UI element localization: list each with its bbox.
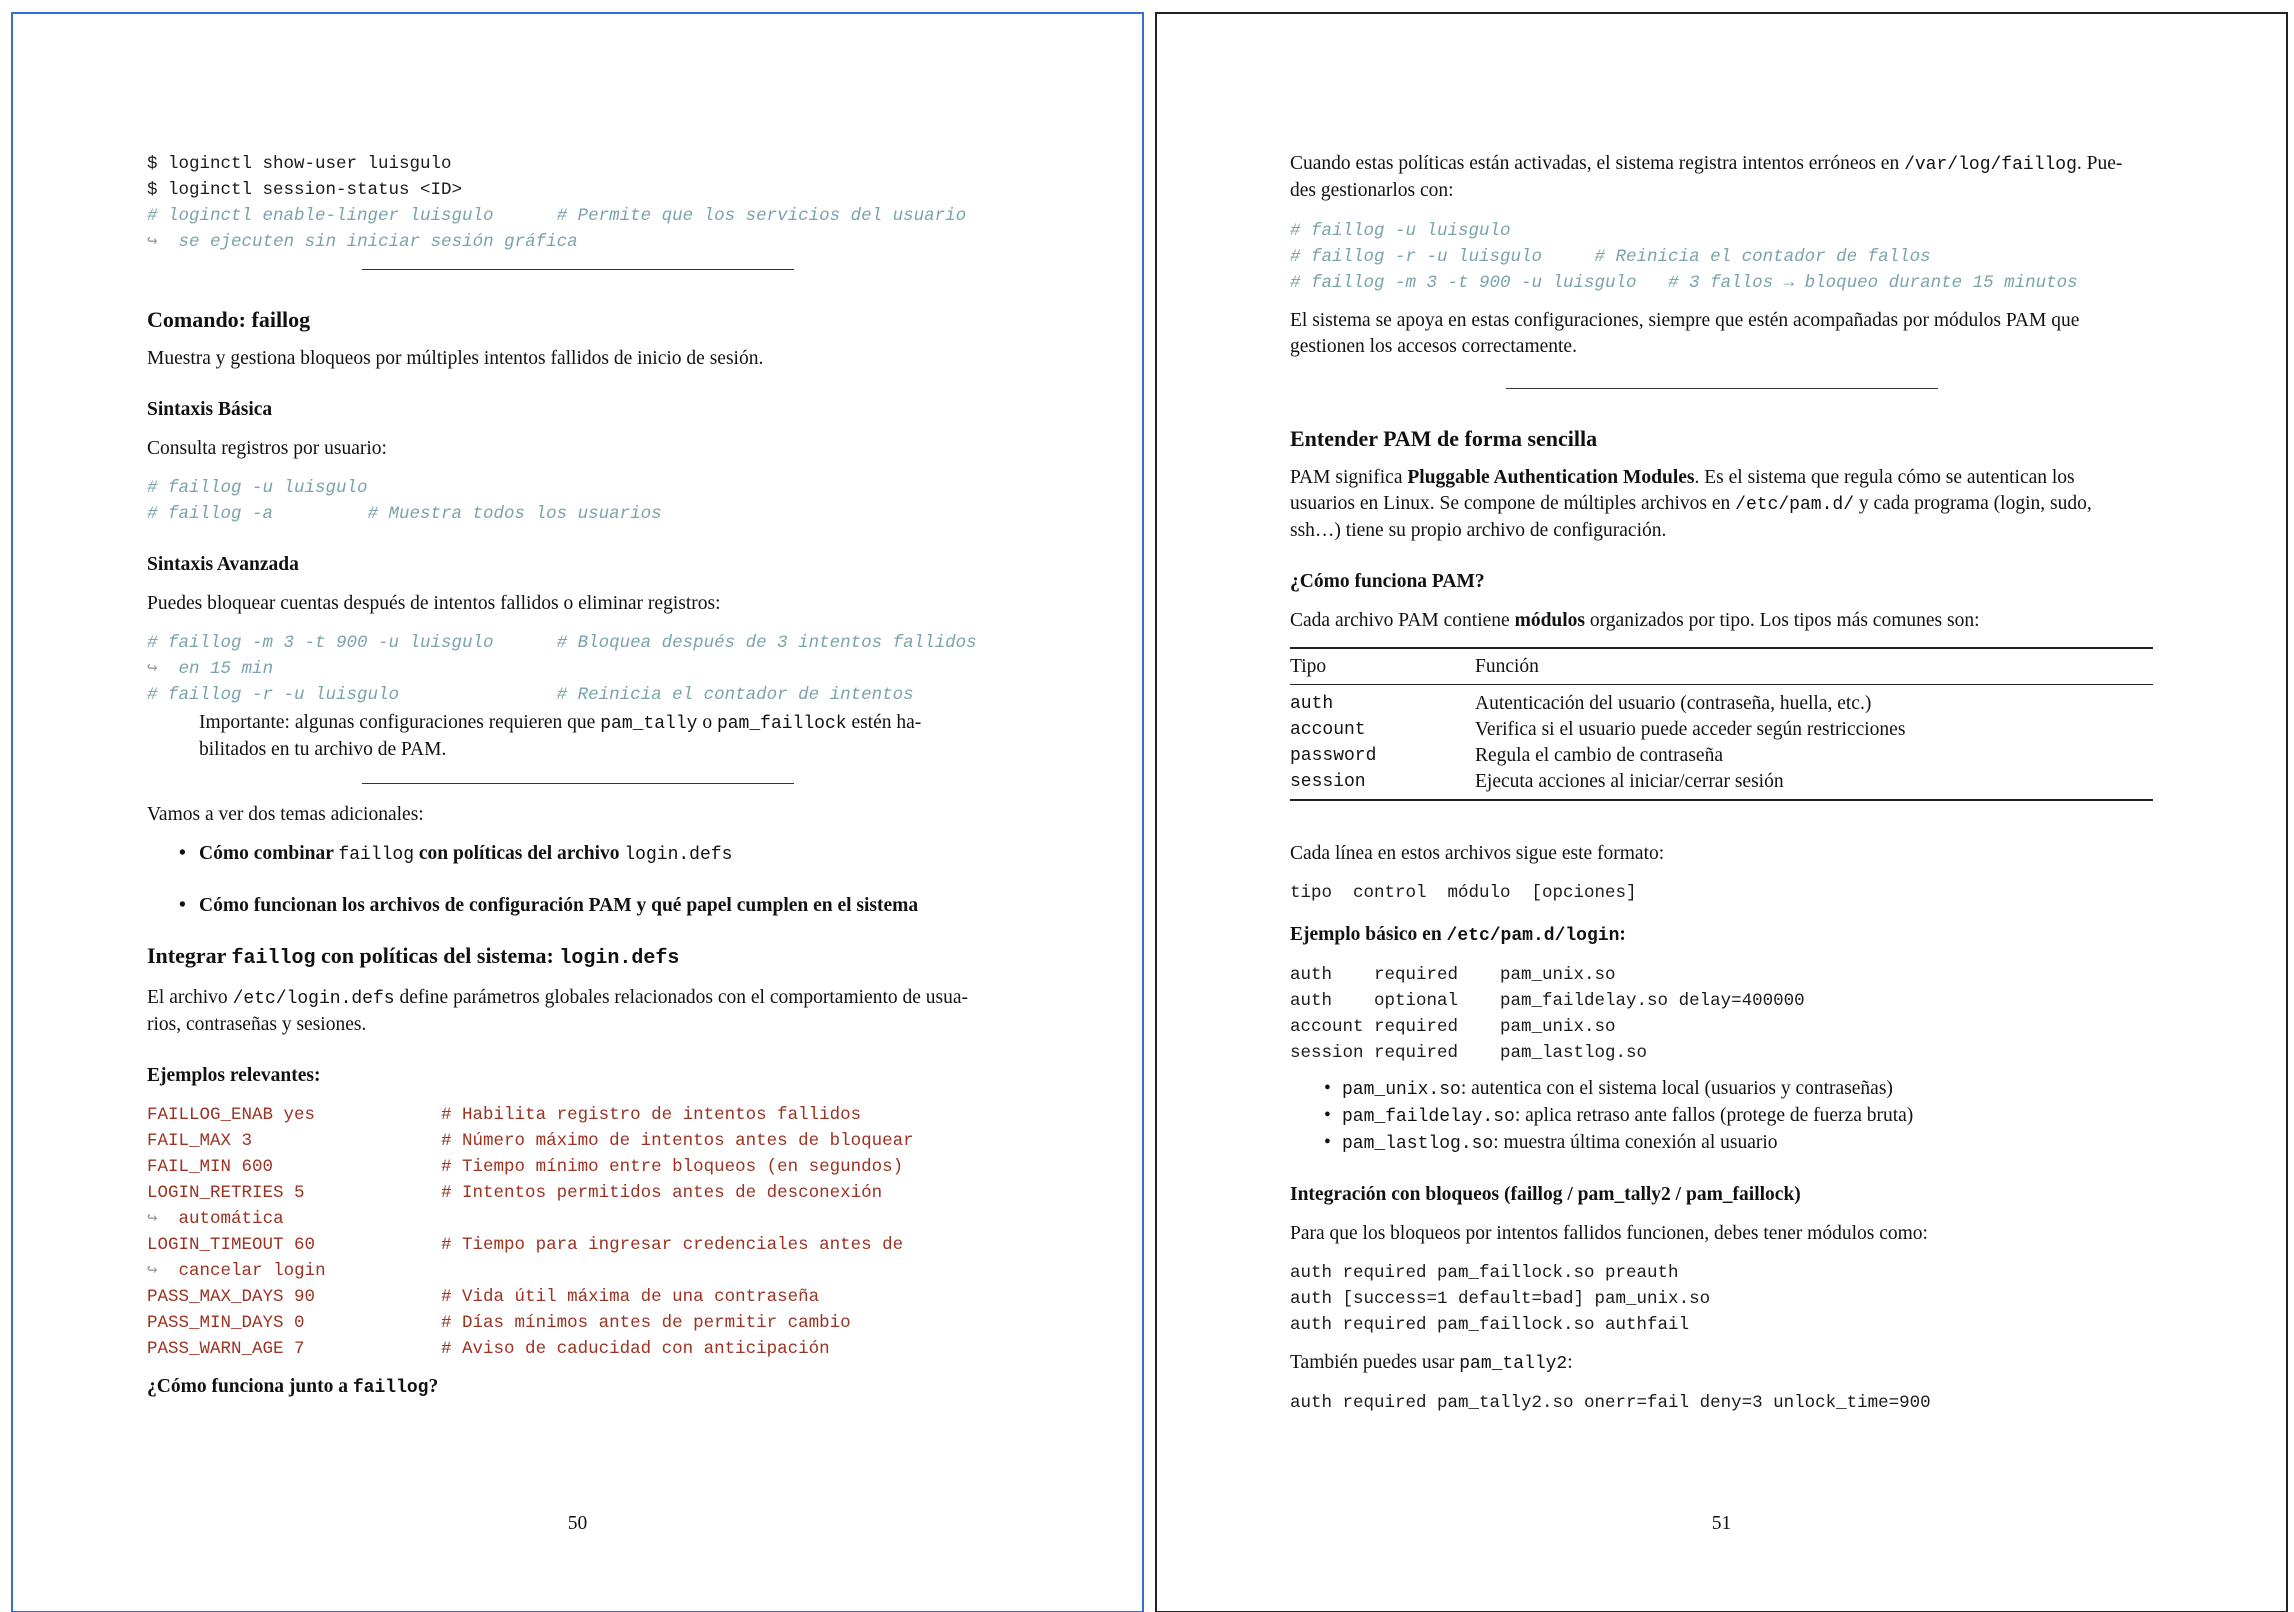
code-line: auth required pam_unix.so xyxy=(1290,965,1616,985)
code-line: PASS_MAX_DAYS 90 # Vida útil máxima de una contraseña xyxy=(147,1287,820,1307)
code-line: # faillog -m 3 -t 900 -u luisgulo # Bloquea después de 3 intentos fallidos xyxy=(147,633,977,653)
p-mono: /etc/login.defs xyxy=(232,989,395,1009)
code-loginctl-comment: # loginctl enable-linger luisgulo # Permite que los servicios del usuario xyxy=(147,206,967,226)
table-cell: account xyxy=(1290,720,1366,740)
table-row xyxy=(1290,685,2153,718)
wrap-text: se ejecuten sin iniciar sesión gráfica xyxy=(157,232,578,252)
page-number: 51 xyxy=(1711,1513,1732,1534)
code-block-logindefs xyxy=(147,1102,1008,1362)
table-row xyxy=(1290,717,2153,743)
list-item xyxy=(1290,1076,2153,1103)
paragraph-pam-2 xyxy=(1290,491,2153,518)
bullet-text: Cómo combinar xyxy=(199,843,339,864)
code-loginctl-1: $ loginctl show-user luisgulo xyxy=(147,154,452,174)
wrap-text: en 15 min xyxy=(157,659,274,679)
wrap-arrow-icon: ↪ xyxy=(147,1261,158,1281)
wrap-text: cancelar login xyxy=(157,1261,326,1281)
p-bold: módulos xyxy=(1514,610,1586,631)
wrap-arrow-icon: ↪ xyxy=(147,232,158,252)
item-text: : aplica retraso ante fallos (protege de fuerza bruta) xyxy=(1514,1105,1914,1126)
paragraph-tally xyxy=(1290,1350,2153,1377)
paragraph-logindefs xyxy=(147,985,1008,1012)
item-text: : autentica con el sistema local (usuarios y contraseñas) xyxy=(1460,1078,1893,1099)
table-row xyxy=(1290,743,2153,769)
code-line: # faillog -u luisgulo xyxy=(147,478,368,498)
p-text: . Es el sistema que regula cómo se autentican los xyxy=(1694,467,2075,488)
code-block-basic xyxy=(147,475,1008,527)
p-text: define parámetros globales relacionados con el comportamiento de usua- xyxy=(394,987,969,1008)
paragraph-rely: El sistema se apoya en estas configuraciones, siempre que estén acompañadas por módulos PAM que xyxy=(1290,310,2080,331)
code-line: # faillog -r -u luisgulo # Reinicia el contador de fallos xyxy=(1290,247,1931,267)
code-line-wrap xyxy=(147,656,1008,682)
code-format: tipo control módulo [opciones] xyxy=(1290,883,1637,903)
heading-mono: faillog xyxy=(352,1378,429,1398)
p-text: . Pue- xyxy=(2076,153,2123,174)
bullet-mono: faillog xyxy=(338,845,415,865)
code-block-login xyxy=(1290,962,2153,1066)
code-loginctl-comment-wrap xyxy=(147,229,1008,255)
item-mono: pam_unix.so xyxy=(1342,1080,1461,1100)
code-line: FAILLOG_ENAB yes # Habilita registro de intentos fallidos xyxy=(147,1105,862,1125)
section-divider xyxy=(362,783,794,784)
code-line: auth required pam_faillock.so authfail xyxy=(1290,1315,1690,1335)
paragraph-topics: Vamos a ver dos temas adicionales: xyxy=(147,804,424,825)
table-cell: Autenticación del usuario (contraseña, huella, etc.) xyxy=(1475,693,1872,714)
table-header: Función xyxy=(1475,656,1539,677)
wrap-arrow-icon: ↪ xyxy=(147,659,158,679)
page-content xyxy=(13,14,1142,1401)
table-cell: Ejecuta acciones al iniciar/cerrar sesión xyxy=(1475,769,2153,800)
p-text: Cada archivo PAM contiene xyxy=(1290,610,1515,631)
list-item: • Cómo funcionan los archivos de configuración PAM y qué papel cumplen en el sistema xyxy=(147,893,1008,919)
table-row xyxy=(1290,769,2153,800)
item-text: : muestra última conexión al usuario xyxy=(1493,1132,1778,1153)
table-cell: auth xyxy=(1290,694,1334,714)
table-header-row xyxy=(1290,648,2153,685)
code-block-advanced xyxy=(147,630,1008,708)
p-text: Cuando estas políticas están activadas, el sistema registra intentos erróneos en xyxy=(1290,153,1905,174)
code-line: # faillog -a # Muestra todos los usuarios xyxy=(147,504,662,524)
code-line: auth optional pam_faildelay.so delay=400000 xyxy=(1290,991,1805,1011)
p-text: PAM significa xyxy=(1290,467,1408,488)
heading-mono: faillog xyxy=(231,947,316,970)
heading-example-login xyxy=(1290,922,2153,949)
topics-list xyxy=(147,841,1008,919)
wrap-text: automática xyxy=(157,1209,284,1229)
paragraph-pam-3: ssh…) tiene su propio archivo de configuración. xyxy=(1290,520,1667,541)
list-item xyxy=(147,841,1008,868)
paragraph-intro xyxy=(1290,151,2153,178)
code-line: FAIL_MAX 3 # Número máximo de intentos antes de bloquear xyxy=(147,1131,914,1151)
heading-integrar xyxy=(147,942,1008,973)
p-mono: pam_tally2 xyxy=(1459,1354,1568,1374)
code-line: auth [success=1 default=bad] pam_unix.so xyxy=(1290,1289,1711,1309)
heading-faillog: Comando: faillog xyxy=(147,307,311,332)
p-text: : xyxy=(1567,1352,1573,1373)
item-mono: pam_faildelay.so xyxy=(1342,1107,1515,1127)
p-bold: Pluggable Authentication Modules xyxy=(1407,467,1695,488)
code-line: LOGIN_RETRIES 5 # Intentos permitidos antes de desconexión xyxy=(147,1183,883,1203)
code-line: session required pam_lastlog.so xyxy=(1290,1043,1648,1063)
heading-text: ? xyxy=(428,1376,439,1397)
code-loginctl-2: $ loginctl session-status <ID> xyxy=(147,180,463,200)
section-divider xyxy=(362,269,794,270)
bullet-mono: login.defs xyxy=(624,845,733,865)
important-note xyxy=(147,710,1008,763)
heading-como-funciona xyxy=(147,1374,1008,1401)
p-text: organizados por tipo. Los tipos más comunes son: xyxy=(1585,610,1980,631)
p-mono: /var/log/faillog xyxy=(1904,155,2077,175)
item-mono: pam_lastlog.so xyxy=(1342,1134,1494,1154)
code-line: # faillog -r -u luisgulo # Reinicia el contador de intentos xyxy=(147,685,914,705)
code-line: PASS_MIN_DAYS 0 # Días mínimos antes de permitir cambio xyxy=(147,1313,851,1333)
code-line: account required pam_unix.so xyxy=(1290,1017,1616,1037)
heading-pam: Entender PAM de forma sencilla xyxy=(1290,426,1598,451)
heading-advanced-syntax: Sintaxis Avanzada xyxy=(147,554,299,575)
code-block-faillock xyxy=(1290,1260,2153,1338)
p-text: y cada programa (login, sudo, xyxy=(1854,493,2092,514)
code-line: LOGIN_TIMEOUT 60 # Tiempo para ingresar credenciales antes de xyxy=(147,1235,904,1255)
heading-text: Ejemplo básico en xyxy=(1290,924,1447,945)
heading-integration: Integración con bloqueos (faillog / pam_tally2 / pam_faillock) xyxy=(1290,1184,1801,1205)
bullet-text: con políticas del archivo xyxy=(414,843,625,864)
p-text: También puedes usar xyxy=(1290,1352,1460,1373)
paragraph-pam xyxy=(1290,465,2153,491)
heading-como-pam: ¿Cómo funciona PAM? xyxy=(1290,571,1485,592)
list-item xyxy=(1290,1130,2153,1157)
code-line: # faillog -m 3 -t 900 -u luisgulo # 3 fallos → bloqueo durante 15 minutos xyxy=(1290,273,2078,293)
table-cell: Verifica si el usuario puede acceder según restricciones xyxy=(1475,719,1906,740)
paragraph-rely-2: gestionen los accesos correctamente. xyxy=(1290,336,1577,357)
wrap-arrow-icon: ↪ xyxy=(147,1209,158,1229)
paragraph-modules xyxy=(1290,608,2153,634)
heading-mono: /etc/pam.d/login xyxy=(1446,926,1620,946)
heading-examples: Ejemplos relevantes: xyxy=(147,1065,321,1086)
page-number: 50 xyxy=(567,1513,588,1534)
code-line: # faillog -u luisgulo xyxy=(1290,221,1511,241)
note-text: o xyxy=(697,712,717,733)
table-header: Tipo xyxy=(1290,656,1327,677)
paragraph-faillog: Muestra y gestiona bloqueos por múltiples intentos fallidos de inicio de sesión. xyxy=(147,348,764,369)
section-divider xyxy=(1506,388,1938,389)
note-text-line2: bilitados en tu archivo de PAM. xyxy=(199,739,447,760)
code-line-wrap xyxy=(147,1258,1008,1284)
page-content xyxy=(1157,14,2286,1416)
code-tally: auth required pam_tally2.so onerr=fail deny=3 unlock_time=900 xyxy=(1290,1393,1931,1413)
p-mono: /etc/pam.d/ xyxy=(1735,495,1854,515)
note-mono: pam_tally xyxy=(600,714,698,734)
table-cell: session xyxy=(1290,769,1475,800)
heading-text: Integrar xyxy=(147,943,232,968)
p-text: El archivo xyxy=(147,987,233,1008)
page-50 xyxy=(11,12,1144,1612)
list-item xyxy=(1290,1103,2153,1130)
code-line: FAIL_MIN 600 # Tiempo mínimo entre bloqueos (en segundos) xyxy=(147,1157,904,1177)
paragraph-logindefs-2: rios, contraseñas y sesiones. xyxy=(147,1014,367,1035)
heading-text: ¿Cómo funciona junto a xyxy=(147,1376,353,1397)
paragraph-integration: Para que los bloqueos por intentos fallidos funcionen, debes tener módulos como: xyxy=(1290,1223,1928,1244)
table-cell: Regula el cambio de contraseña xyxy=(1475,745,1723,766)
table-cell: password xyxy=(1290,746,1377,766)
code-block-manage xyxy=(1290,218,2153,296)
paragraph-basic: Consulta registros por usuario: xyxy=(147,438,387,459)
paragraph-advanced: Puedes bloquear cuentas después de intentos fallidos o eliminar registros: xyxy=(147,593,721,614)
paragraph-intro-2: des gestionarlos con: xyxy=(1290,180,1454,201)
code-line: auth required pam_faillock.so preauth xyxy=(1290,1263,1679,1283)
code-line: PASS_WARN_AGE 7 # Aviso de caducidad con anticipación xyxy=(147,1339,830,1359)
note-text: Importante: algunas configuraciones requieren que xyxy=(199,712,601,733)
p-text: usuarios en Linux. Se compone de múltiples archivos en xyxy=(1290,493,1736,514)
code-line-wrap xyxy=(147,1206,1008,1232)
heading-text: : xyxy=(1619,924,1626,945)
heading-basic-syntax: Sintaxis Básica xyxy=(147,399,273,420)
pam-types-table xyxy=(1290,647,2153,801)
note-text: estén ha- xyxy=(846,712,922,733)
modules-list xyxy=(1290,1076,2153,1157)
heading-mono: login.defs xyxy=(559,947,680,970)
heading-text: con políticas del sistema: xyxy=(315,943,560,968)
note-mono: pam_faillock xyxy=(716,714,847,734)
page-51 xyxy=(1155,12,2288,1612)
paragraph-format: Cada línea en estos archivos sigue este formato: xyxy=(1290,843,1665,864)
